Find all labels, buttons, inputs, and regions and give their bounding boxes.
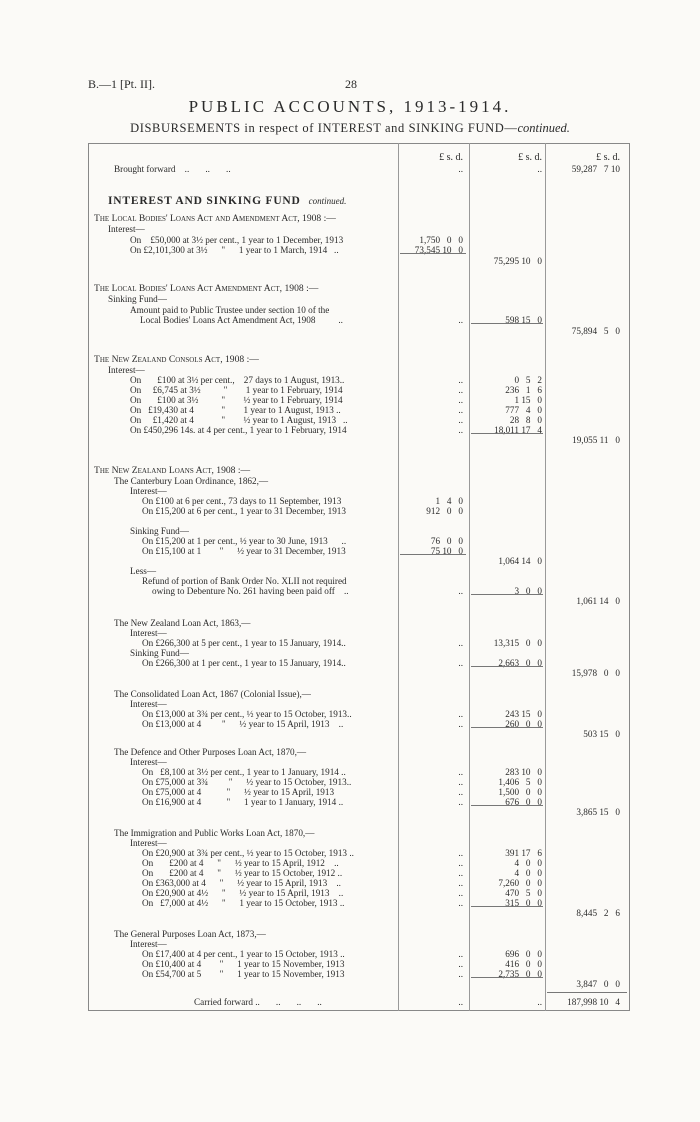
amount-c1: .. <box>458 878 463 888</box>
amount-c2: 3 0 0 <box>514 586 542 596</box>
row-label: The Defence and Other Purposes Loan Act, 1870,— <box>114 747 307 757</box>
amount-c2: 7,260 0 0 <box>498 878 542 888</box>
amount-c1: .. <box>458 898 463 908</box>
row-label: On £7,000 at 4½ " 1 year to 15 October, 1913 .. <box>142 898 345 908</box>
row-label: On £1,420 at 4 " ½ year to 1 August, 1913 .. <box>130 415 348 425</box>
row-label: On £75,000 at 4 " ½ year to 15 April, 1913 <box>142 787 335 797</box>
amount-c1: .. <box>458 767 463 777</box>
amount-c2: 676 0 0 <box>505 797 542 807</box>
row-label: On £54,700 at 5 " 1 year to 15 November, 1913 <box>142 969 345 979</box>
amount-c1: .. <box>458 959 463 969</box>
column-divider <box>469 143 470 1011</box>
row-label: owing to Debenture No. 261 having been paid off .. <box>152 586 349 596</box>
amount-c1: .. <box>458 415 463 425</box>
column-header-1: £ s. d. <box>439 152 463 163</box>
row-label: On £17,400 at 4 per cent., 1 year to 15 October, 1913 .. <box>142 949 345 959</box>
row-label: The Immigration and Public Works Loan Act, 1870,— <box>114 828 315 838</box>
row-label: Local Bodies' Loans Act Amendment Act, 1908 .. <box>140 315 343 325</box>
amount-c2: 2,663 0 0 <box>498 658 542 668</box>
amount-c1: .. <box>458 868 463 878</box>
amount-c1: .. <box>458 949 463 959</box>
amount-c1: .. <box>458 658 463 668</box>
section-heading: The New Zealand Loans Act, 1908 :— <box>94 465 251 476</box>
amount-c1: 1 4 0 <box>435 496 463 506</box>
row-label: On £19,430 at 4 " 1 year to 1 August, 1913 .. <box>130 405 341 415</box>
row-label: Carried forward .. .. .. .. <box>194 997 322 1007</box>
amount-c2: 470 5 0 <box>505 888 542 898</box>
amount-c1: .. <box>458 709 463 719</box>
page-title: PUBLIC ACCOUNTS, 1913-1914. <box>188 97 512 116</box>
amount-c3: 75,894 5 0 <box>571 326 620 336</box>
row-label: Interest— <box>108 224 145 234</box>
row-label: On £20,900 at 4½ " ½ year to 15 April, 1913 .. <box>142 888 344 898</box>
amount-c1: .. <box>458 888 463 898</box>
section-heading: The Local Bodies' Loans Act Amendment Act, 1908 :— <box>94 283 319 294</box>
amount-c1: .. <box>458 315 463 325</box>
amount-c3: 187,998 10 4 <box>567 997 620 1007</box>
row-label: On £15,100 at 1 " ½ year to 31 December, 1913 <box>142 546 346 556</box>
amount-c2: 598 15 0 <box>505 315 542 325</box>
amount-c3: 503 15 0 <box>583 729 620 739</box>
row-label: On £266,300 at 5 per cent., 1 year to 15 January, 1914.. <box>142 638 346 648</box>
amount-c2: 0 5 2 <box>514 375 542 385</box>
amount-c2: 315 0 0 <box>505 898 542 908</box>
row-label: Interest— <box>130 628 167 638</box>
subtotal-rule <box>471 977 543 978</box>
amount-c2: 2,735 0 0 <box>498 969 542 979</box>
amount-c1: 1,750 0 0 <box>419 235 463 245</box>
row-label: Interest— <box>130 939 167 949</box>
amount-c2: 1,406 5 0 <box>498 777 542 787</box>
subtotal-rule <box>471 666 543 667</box>
row-label: On £100 at 3½ per cent., 27 days to 1 August, 1913.. <box>130 375 345 385</box>
subtotal-rule <box>471 727 543 728</box>
amount-c2: 777 4 0 <box>505 405 542 415</box>
section-heading: The New Zealand Consols Act, 1908 :— <box>94 354 259 365</box>
subtotal-rule <box>471 805 543 806</box>
amount-c1: .. <box>458 395 463 405</box>
column-divider <box>545 143 546 1011</box>
row-label: On £266,300 at 1 per cent., 1 year to 15 January, 1914.. <box>142 658 346 668</box>
amount-c1: 912 0 0 <box>426 506 463 516</box>
row-label: On £450,296 14s. at 4 per cent., 1 year to 1 February, 1914 <box>130 425 347 435</box>
amount-c1: .. <box>458 405 463 415</box>
amount-c2: 236 1 6 <box>505 385 542 395</box>
amount-c1: .. <box>458 385 463 395</box>
amount-c2: 260 0 0 <box>505 719 542 729</box>
amount-c3: 3,865 15 0 <box>576 807 620 817</box>
amount-c3: 15,978 0 0 <box>571 668 620 678</box>
row-label: On £13,000 at 4 " ½ year to 15 April, 1913 .. <box>142 719 344 729</box>
amount-c2: 4 0 0 <box>514 868 542 878</box>
subtotal-rule <box>471 594 543 595</box>
amount-c3: 3,847 0 0 <box>576 979 620 989</box>
amount-c2: 18,011 17 4 <box>494 425 542 435</box>
amount-c1: 75 10 0 <box>430 546 463 556</box>
row-label: On £16,900 at 4 " 1 year to 1 January, 1914 .. <box>142 797 344 807</box>
row-label: The New Zealand Loan Act, 1863,— <box>114 618 251 628</box>
page-subtitle: DISBURSEMENTS in respect of INTEREST and SINKING FUND—continued. <box>130 121 570 135</box>
row-label: On £13,000 at 3¾ per cent., ½ year to 15 October, 1913.. <box>142 709 352 719</box>
row-label: On £2,101,300 at 3½ " 1 year to 1 March, 1914 .. <box>130 245 339 255</box>
amount-c2: 1 15 0 <box>514 395 542 405</box>
row-label: On £10,400 at 4 " 1 year to 15 November, 1913 <box>142 959 345 969</box>
amount-c2: 75,295 10 0 <box>493 256 542 266</box>
total-rule <box>547 992 627 993</box>
amount-c2: 696 0 0 <box>505 949 542 959</box>
section-heading: The Local Bodies' Loans Act and Amendment Act, 1908 :— <box>94 213 336 224</box>
row-label: Brought forward .. .. .. <box>114 164 231 174</box>
row-label: On £15,200 at 6 per cent., 1 year to 31 December, 1913 <box>142 506 346 516</box>
subtotal-rule <box>400 554 466 555</box>
amount-c3: 1,061 14 0 <box>576 596 620 606</box>
row-label: Sinking Fund— <box>108 294 167 304</box>
row-label: On £20,900 at 3¾ per cent., ½ year to 15 October, 1913 .. <box>142 848 354 858</box>
row-label: On £200 at 4 " ½ year to 15 April, 1912 .. <box>142 858 339 868</box>
row-label: On £363,000 at 4 " ½ year to 15 April, 1913 .. <box>142 878 341 888</box>
amount-c2: .. <box>537 997 542 1007</box>
amount-c2: 28 8 0 <box>509 415 542 425</box>
row-label: Interest— <box>130 699 167 709</box>
subtotal-rule <box>471 323 543 324</box>
row-label: Sinking Fund— <box>130 648 189 658</box>
amount-c1: .. <box>458 997 463 1007</box>
amount-c2: 243 15 0 <box>505 709 542 719</box>
row-label: Interest— <box>108 365 145 375</box>
amount-c1: .. <box>458 969 463 979</box>
amount-c1: .. <box>458 425 463 435</box>
amount-c2: 416 0 0 <box>505 959 542 969</box>
column-header-3: £ s. d. <box>596 152 620 163</box>
row-label: On £200 at 4 " ½ year to 15 October, 1912 .. <box>142 868 343 878</box>
section-heading: INTEREST AND SINKING FUND continued. <box>108 195 347 207</box>
amount-c1: .. <box>458 787 463 797</box>
amount-c1: .. <box>458 586 463 596</box>
amount-c1: .. <box>458 848 463 858</box>
amount-c2: 1,500 0 0 <box>498 787 542 797</box>
row-label: Amount paid to Public Trustee under section 10 of the <box>130 305 330 315</box>
amount-c2: 1,064 14 0 <box>498 556 542 566</box>
column-divider <box>398 143 399 1011</box>
row-label: The Canterbury Loan Ordinance, 1862,— <box>114 476 269 486</box>
row-label: Refund of portion of Bank Order No. XLII not required <box>142 576 347 586</box>
amount-c1: .. <box>458 375 463 385</box>
row-label: On £6,745 at 3½ " 1 year to 1 February, 1914 <box>130 385 343 395</box>
amount-c1: .. <box>458 858 463 868</box>
amount-c2: 13,315 0 0 <box>493 638 542 648</box>
amount-c1: 73,545 10 0 <box>414 245 463 255</box>
amount-c2: 391 17 6 <box>505 848 542 858</box>
row-label: On £15,200 at 1 per cent., ½ year to 30 June, 1913 .. <box>142 536 347 546</box>
amount-c1: .. <box>458 719 463 729</box>
amount-c3: 59,287 7 10 <box>571 164 620 174</box>
row-label: On £8,100 at 3½ per cent., 1 year to 1 January, 1914 .. <box>142 767 346 777</box>
amount-c1: .. <box>458 797 463 807</box>
page-number: 28 <box>345 77 357 91</box>
column-header-2: £ s. d. <box>518 152 542 163</box>
row-label: The General Purposes Loan Act, 1873,— <box>114 929 266 939</box>
amount-c1: .. <box>458 638 463 648</box>
amount-c1: 76 0 0 <box>430 536 463 546</box>
row-label: On £75,000 at 3¾ " ½ year to 15 October, 1913.. <box>142 777 352 787</box>
row-label: Sinking Fund— <box>130 526 189 536</box>
row-label: Less— <box>130 566 157 576</box>
amount-c2: 4 0 0 <box>514 858 542 868</box>
amount-c2: 283 10 0 <box>505 767 542 777</box>
subtotal-rule <box>471 433 543 434</box>
row-label: The Consolidated Loan Act, 1867 (Colonial Issue),— <box>114 689 311 699</box>
amount-c3: 19,055 11 0 <box>572 435 620 445</box>
row-label: Interest— <box>130 838 167 848</box>
row-label: On £100 at 3½ " ½ year to 1 February, 1914 <box>130 395 343 405</box>
row-label: On £50,000 at 3½ per cent., 1 year to 1 December, 1913 <box>130 235 344 245</box>
page-reference: B.—1 [Pt. II]. <box>88 77 155 91</box>
amount-c3: 8,445 2 6 <box>576 908 620 918</box>
amount-c1: .. <box>458 777 463 787</box>
row-label: On £100 at 6 per cent., 73 days to 11 September, 1913 <box>142 496 342 506</box>
amount-c1: .. <box>458 164 463 174</box>
row-label: Interest— <box>130 486 167 496</box>
row-label: Interest— <box>130 757 167 767</box>
subtotal-rule <box>400 253 466 254</box>
subtotal-rule <box>471 906 543 907</box>
amount-c2: .. <box>537 164 542 174</box>
